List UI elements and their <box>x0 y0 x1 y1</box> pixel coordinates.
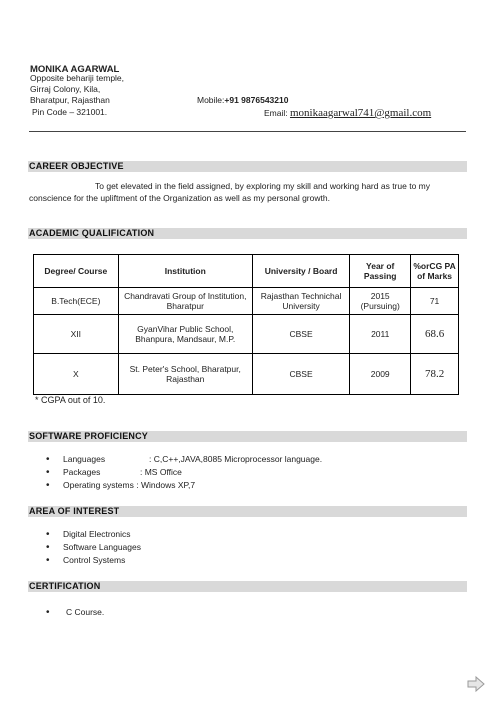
table-header: %orCG PA of Marks <box>411 255 459 288</box>
section-area-of-interest: AREA OF INTEREST <box>28 506 467 517</box>
cgpa-note: * CGPA out of 10. <box>35 395 106 405</box>
list-item: • Languages : C,C++,JAVA,8085 Microprocessor language. <box>46 453 322 466</box>
table-cell: CBSE <box>252 354 349 395</box>
list-item: • Control Systems <box>46 554 141 567</box>
list-item: • Software Languages <box>46 541 141 554</box>
pin-code: Pin Code – 321001. <box>32 107 108 117</box>
address-line-2: Girraj Colony, Kila, <box>30 84 101 94</box>
header-divider <box>29 131 466 132</box>
table-cell: 68.6 <box>411 315 459 354</box>
certification-list <box>46 606 104 619</box>
arrow-right-icon[interactable] <box>466 675 486 693</box>
table-cell: St. Peter's School, Bharatpur, Rajasthan <box>118 354 252 395</box>
table-cell: X <box>34 354 119 395</box>
table-header: Year of Passing <box>350 255 411 288</box>
section-career-objective: CAREER OBJECTIVE <box>28 161 467 172</box>
table-header: Degree/ Course <box>34 255 119 288</box>
career-objective-text: To get elevated in the field assigned, by exploring my skill and working hard as true to my conscience for the upliftment of the Organization as well as my personal growth. <box>29 181 430 203</box>
table-cell: 2015 (Pursuing) <box>350 288 411 315</box>
address-line-1: Opposite behariji temple, <box>30 73 125 83</box>
table-row <box>34 315 459 354</box>
mobile-number: Mobile:+91 9876543210 <box>197 95 289 105</box>
table-cell: 71 <box>411 288 459 315</box>
table-header: University / Board <box>252 255 349 288</box>
section-certification: CERTIFICATION <box>28 581 467 592</box>
table-cell: Rajasthan Technichal University <box>252 288 349 315</box>
interest-list <box>46 528 141 567</box>
table-cell: Chandravati Group of Institution, Bharatpur <box>118 288 252 315</box>
section-software-proficiency: SOFTWARE PROFICIENCY <box>28 431 467 442</box>
list-item: • Operating systems : Windows XP,7 <box>46 479 322 492</box>
table-cell: CBSE <box>252 315 349 354</box>
table-cell: 2011 <box>350 315 411 354</box>
academic-table <box>33 254 459 395</box>
list-item: • C Course. <box>46 606 104 619</box>
section-academic-qualification: ACADEMIC QUALIFICATION <box>28 228 467 239</box>
list-item: • Packages : MS Office <box>46 466 322 479</box>
table-cell: B.Tech(ECE) <box>34 288 119 315</box>
table-cell: XII <box>34 315 119 354</box>
table-header: Institution <box>118 255 252 288</box>
table-row <box>34 288 459 315</box>
email-link[interactable]: monikaagarwal741@gmail.com <box>289 107 432 119</box>
table-row <box>34 354 459 395</box>
candidate-name: MONIKA AGARWAL <box>30 64 120 75</box>
email-contact: Email: monikaagarwal741@gmail.com <box>264 107 432 119</box>
table-cell: 2009 <box>350 354 411 395</box>
software-list <box>46 453 322 492</box>
list-item: • Digital Electronics <box>46 528 141 541</box>
table-header-row <box>34 255 459 288</box>
table-cell: 78.2 <box>411 354 459 395</box>
address-line-3: Bharatpur, Rajasthan <box>30 95 110 105</box>
table-cell: GyanVihar Public School, Bhanpura, Mandsaur, M.P. <box>118 315 252 354</box>
